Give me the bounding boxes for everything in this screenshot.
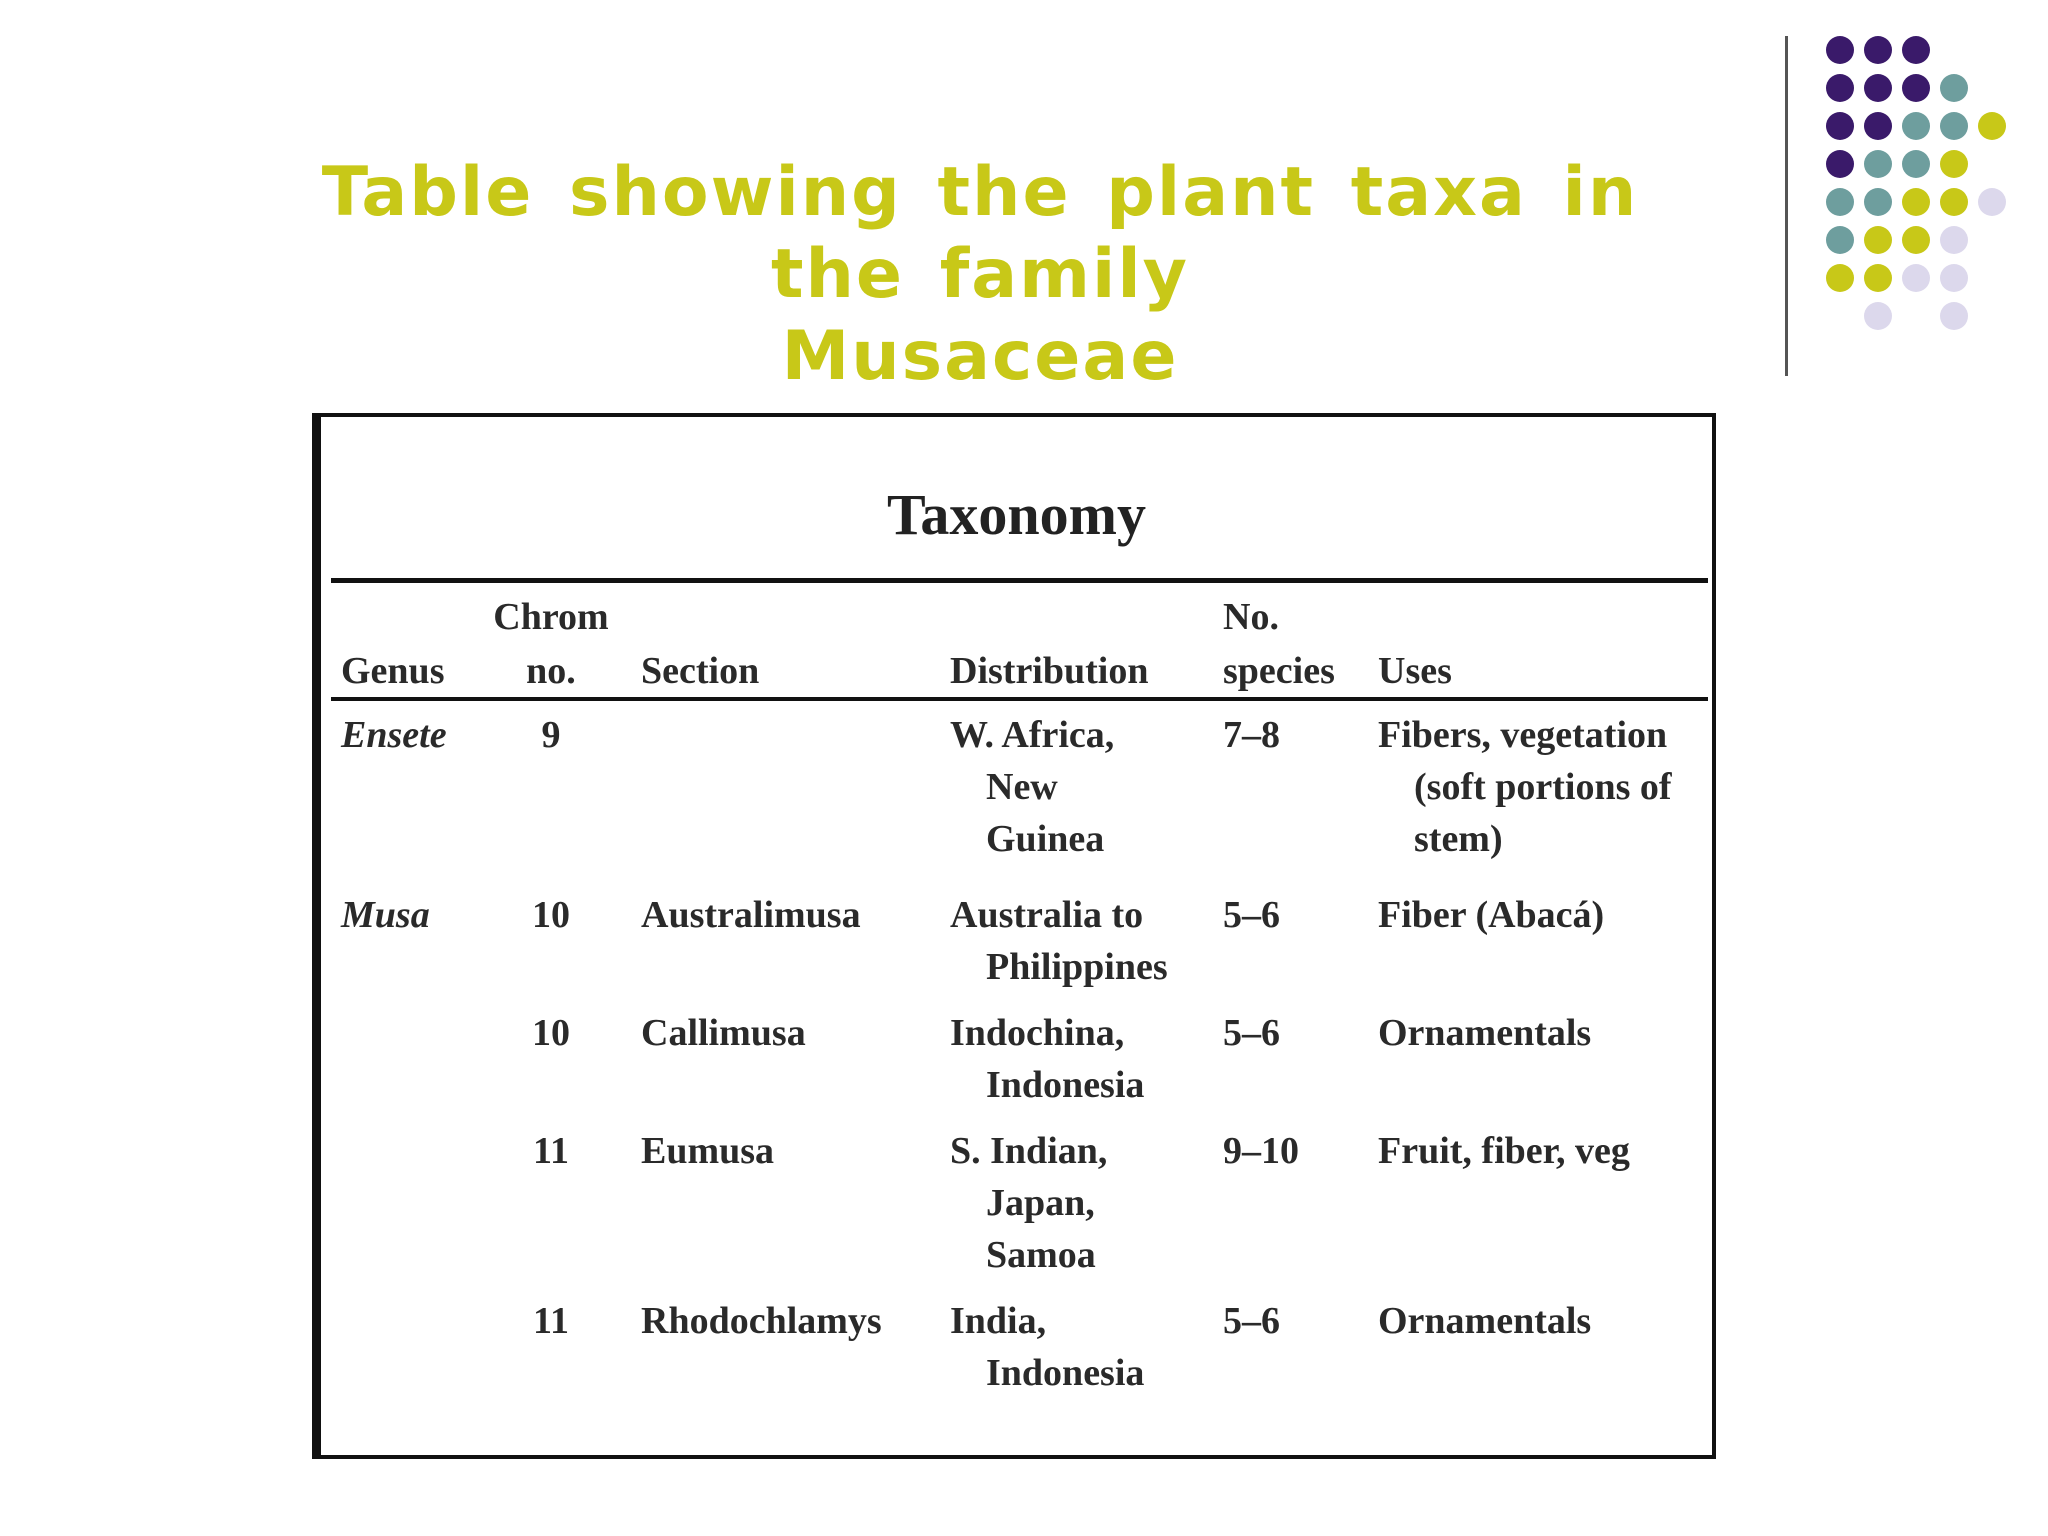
decorative-divider [1785, 36, 1788, 376]
row-3-distribution [950, 1007, 1144, 1111]
decorative-dot [1902, 150, 1930, 178]
row-1-genus: Ensete [341, 714, 447, 756]
row-3-species: 5–6 [1223, 1012, 1280, 1054]
row-2-uses [1378, 889, 1604, 941]
decorative-dot [1864, 264, 1892, 292]
row-4-chrom: 11 [533, 1130, 569, 1172]
row-2-genus: Musa [341, 894, 430, 936]
decorative-dot [1826, 264, 1854, 292]
header-species-line-2: species [1223, 650, 1335, 692]
header-distribution: Distribution [950, 650, 1149, 692]
decorative-dot [1978, 188, 2006, 216]
row-2-distribution-line-2: Philippines [986, 946, 1168, 988]
row-3-distribution-line-1: Indochina, [950, 1012, 1125, 1054]
row-1-species: 7–8 [1223, 714, 1280, 756]
decorative-dot [1864, 226, 1892, 254]
table-top-rule [331, 578, 1708, 583]
decorative-dot [1940, 112, 1968, 140]
decorative-dot [1902, 188, 1930, 216]
row-1-chrom: 9 [541, 714, 561, 756]
decorative-dot [1864, 112, 1892, 140]
row-2-chrom: 10 [532, 894, 570, 936]
row-5-distribution-line-1: India, [950, 1300, 1047, 1342]
row-1-uses [1378, 709, 1672, 865]
decorative-dot [1940, 188, 1968, 216]
row-5-uses [1378, 1295, 1591, 1347]
row-4-distribution-line-2: Japan, [986, 1182, 1095, 1224]
row-2-distribution-line-1: Australia to [950, 894, 1144, 936]
decorative-dot [1864, 302, 1892, 330]
row-4-section: Eumusa [641, 1130, 775, 1172]
row-1-uses-line-3: stem) [1414, 818, 1503, 860]
decorative-dot [1826, 36, 1854, 64]
row-4-uses-line-1: Fruit, fiber, veg [1378, 1130, 1630, 1172]
row-3-uses [1378, 1007, 1591, 1059]
decorative-dot [1902, 36, 1930, 64]
row-3-distribution-line-2: Indonesia [986, 1064, 1145, 1106]
row-4-uses [1378, 1125, 1630, 1177]
row-5-chrom: 11 [533, 1300, 569, 1342]
row-5-distribution-line-2: Indonesia [986, 1352, 1145, 1394]
header-chrom-line-2: no. [526, 650, 576, 692]
decorative-dot [1940, 74, 1968, 102]
table-header-rule [331, 697, 1708, 701]
decorative-dot [1902, 74, 1930, 102]
header-chrom-line-1: Chrom [493, 596, 609, 638]
header-section: Section [641, 650, 760, 692]
row-3-uses-line-1: Ornamentals [1378, 1012, 1592, 1054]
row-5-distribution [950, 1295, 1144, 1399]
decorative-dot [1902, 112, 1930, 140]
decorative-dot [1902, 226, 1930, 254]
slide-title-line-2: Musaceae [781, 317, 1179, 396]
decorative-dot [1864, 150, 1892, 178]
row-2-section: Australimusa [641, 894, 861, 936]
row-1-uses-line-2: (soft portions of [1414, 766, 1672, 808]
row-1-distribution-line-2: New [986, 766, 1058, 808]
slide-title-line-1: Table showing the plant taxa in the family [321, 153, 1639, 314]
row-5-section: Rhodochlamys [641, 1300, 882, 1342]
row-5-uses-line-1: Ornamentals [1378, 1300, 1592, 1342]
row-1-uses-line-1: Fibers, vegetation [1378, 714, 1668, 756]
decorative-dot [1902, 264, 1930, 292]
slide-title [250, 152, 1710, 398]
row-2-uses-line-1: Fiber (Abacá) [1378, 894, 1605, 936]
row-2-species: 5–6 [1223, 894, 1280, 936]
row-3-chrom: 10 [532, 1012, 570, 1054]
header-uses: Uses [1378, 650, 1452, 692]
row-4-distribution-line-1: S. Indian, [950, 1130, 1108, 1172]
decorative-dot [1940, 264, 1968, 292]
row-4-distribution [950, 1125, 1107, 1281]
row-5-species: 5–6 [1223, 1300, 1280, 1342]
decorative-dot [1940, 302, 1968, 330]
row-3-section: Callimusa [641, 1012, 806, 1054]
row-4-species: 9–10 [1223, 1130, 1299, 1172]
row-4-distribution-line-3: Samoa [986, 1234, 1096, 1276]
table-title: Taxonomy [887, 482, 1146, 547]
decorative-dot [1864, 36, 1892, 64]
decorative-dot [1940, 226, 1968, 254]
decorative-dot [1826, 112, 1854, 140]
row-1-distribution [950, 709, 1114, 865]
decorative-dot [1940, 150, 1968, 178]
decorative-dot [1826, 150, 1854, 178]
decorative-dot [1864, 74, 1892, 102]
header-genus: Genus [341, 650, 445, 692]
row-1-distribution-line-1: W. Africa, [950, 714, 1115, 756]
decorative-dot [1826, 188, 1854, 216]
taxonomy-table [312, 413, 1716, 1459]
row-1-distribution-line-3: Guinea [986, 818, 1105, 860]
decorative-dot [1864, 188, 1892, 216]
decorative-dot [1978, 112, 2006, 140]
header-species-line-1: No. [1223, 596, 1279, 638]
row-2-distribution [950, 889, 1168, 993]
decorative-dot [1826, 74, 1854, 102]
decorative-dot [1826, 226, 1854, 254]
